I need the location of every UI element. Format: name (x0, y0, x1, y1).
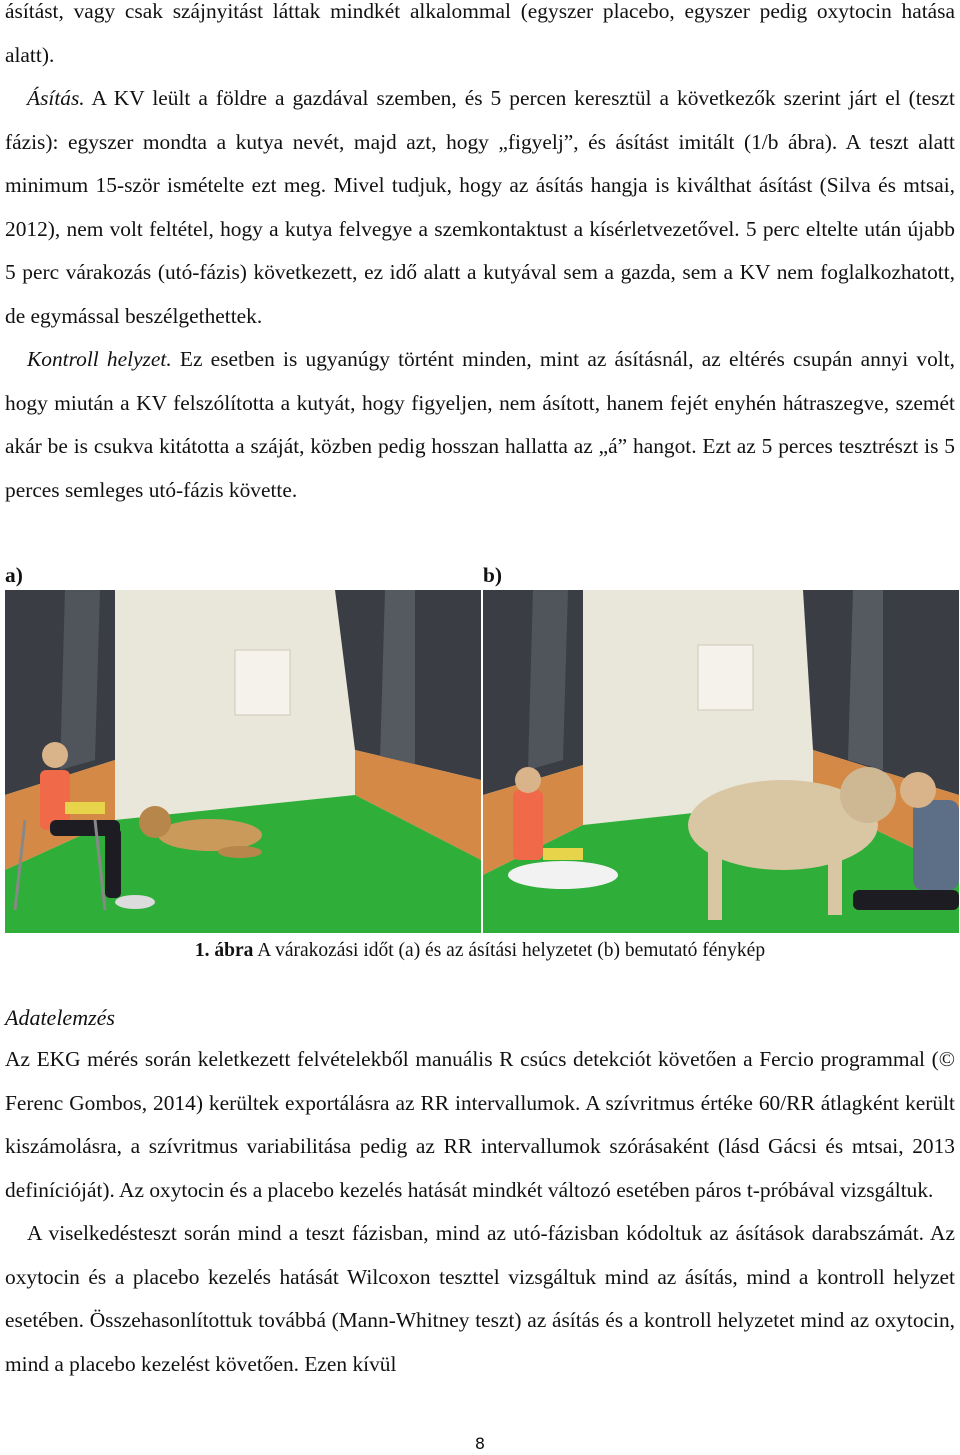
paragraph-lead-control: Kontroll helyzet. (27, 347, 172, 371)
figure-caption: 1. ábra A várakozási időt (a) és az ásítási helyzetet (b) bemutató fénykép (194, 940, 766, 961)
text-block-bottom (5, 1038, 955, 1386)
photo-yawning-condition (483, 590, 959, 933)
section-heading: Adatelemzés (5, 1005, 115, 1030)
paragraph-yawning: Ásítás. A KV leült a földre a gazdával szemben, és 5 percen keresztül a következők szerint járt el (teszt fázis): egyszer mondta a kutya nevét, majd azt, hogy „figyelj”, és ásítást imitált (1/b ábra). A teszt alatt minimum 15-ször ismételte ezt meg. Mivel tudjuk, hogy az ásítás hangja is kiválthat ásítást (Silva és mtsai, 2012), nem volt feltétel, hogy a kutya felvegye a szemkontaktust a kísérletvezetővel. 5 perc eltelte után újabb 5 perc várakozás (utó-fázis) következett, ez idő alatt a kutyával sem a gazda, sem a KV nem foglalkozhatott, de egymással beszélgethettek. (5, 86, 955, 328)
figure-caption-lead: 1. ábra (194, 940, 254, 961)
paragraph-behavior-analysis: A viselkedésteszt során mind a teszt fázisban, mind az utó-fázisban kódoltuk az ásítások darabszámát. Az oxytocin és a placebo kezelés hatását Wilcoxon teszttel vizsgáltuk mind az ásítás, mind a kontroll helyzet esetében. Összehasonlítottuk továbbá (Mann-Whitney teszt) az ásítás és a kontroll helyzetet mind az oxytocin, mind a placebo kezelést követően. Ezen kívül (5, 1221, 955, 1376)
page-number: 8 (474, 1434, 486, 1453)
text-block-top (5, 0, 955, 512)
paragraph-lead-yawning: Ásítás. (27, 86, 85, 110)
paragraph-continuation: ásítást, vagy csak szájnyitást láttak mindkét alkalommal (egyszer placebo, egyszer pedig oxytocin hatása alatt). (5, 0, 955, 67)
panel-label-b: b) (483, 563, 503, 587)
panel-label-a: a) (5, 563, 23, 587)
photo-waiting-period (5, 590, 481, 933)
paragraph-control: Kontroll helyzet. Ez esetben is ugyanúgy történt minden, mint az ásításnál, az eltérés csupán annyi volt, hogy miután a KV felszólította a kutyát, hogy figyeljen, nem ásított, hanem fejét enyhén hátraszegve, szemét akár be is csukva kitátotta a száját, közben pedig hosszan hallatta az „á” hangot. Ezt az 5 perces tesztrészt is 5 perces semleges utó-fázis követte. (5, 347, 955, 502)
paragraph-ekg-analysis: Az EKG mérés során keletkezett felvételekből manuális R csúcs detekciót követően a Fercio programmal (© Ferenc Gombos, 2014) kerültek exportálásra az RR intervallumok. A szívritmus értéke 60/RR átlagként került kiszámolásra, a szívritmus variabilitása pedig az RR intervallumok szórásaként (lásd Gácsi és mtsai, 2013 definícióját). Az oxytocin és a placebo kezelés hatását mindkét változó esetében páros t-próbával vizsgáltuk. (5, 1047, 955, 1202)
